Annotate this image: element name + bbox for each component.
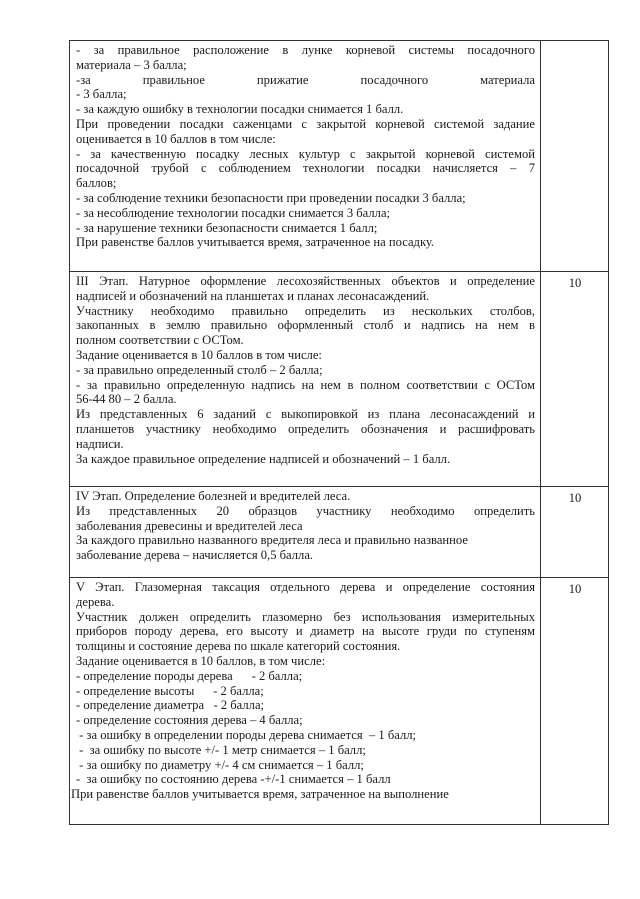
criteria-cell bbox=[70, 272, 541, 487]
score-cell: 10 bbox=[541, 578, 609, 825]
table-row bbox=[70, 272, 609, 487]
criteria-line: - за ошибку по высоте +/- 1 метр снимается – 1 балл; bbox=[76, 742, 366, 757]
criteria-line: - за правильно определенную надпись на нем в полном соответствии с ОСТом bbox=[76, 377, 535, 392]
criteria-line: - за правильно определенный столб – 2 балла; bbox=[76, 362, 323, 377]
criteria-line: приборов породу дерева, его высоту и диаметр на высоте груди по ступеням bbox=[76, 624, 535, 639]
criteria-line: посадочной трубой с соблюдением технологии посадки начисляется – 7 bbox=[76, 161, 535, 176]
criteria-line: - за ошибку по диаметру +/- 4 см снимается – 1 балл; bbox=[76, 757, 364, 772]
criteria-line: - за нарушение техники безопасности снимается 1 балл; bbox=[76, 220, 378, 235]
table-row bbox=[70, 487, 609, 578]
assessment-table bbox=[69, 40, 609, 825]
stage-heading: V Этап. Глазомерная таксация отдельного дерева и определение состояния bbox=[76, 580, 535, 594]
criteria-line: При проведении посадки саженцами с закрытой корневой системой задание bbox=[76, 116, 535, 131]
criteria-line: - определение высоты - 2 балла; bbox=[76, 683, 264, 698]
criteria-line: материала – 3 балла; bbox=[76, 57, 187, 72]
criteria-cell bbox=[70, 41, 541, 272]
criteria-line: заболевания древесины и вредителей леса bbox=[76, 518, 303, 533]
criteria-line: 56-44 80 – 2 балла. bbox=[76, 392, 177, 407]
criteria-line: - 3 балла; bbox=[76, 87, 127, 102]
criteria-line: Задание оценивается в 10 баллов, в том числе: bbox=[76, 653, 326, 668]
criteria-line: При равенстве баллов учитывается время, затраченное на посадку. bbox=[76, 235, 435, 250]
table-row bbox=[70, 578, 609, 825]
criteria-line: - за ошибку по состоянию дерева -+/-1 снимается – 1 балл bbox=[76, 772, 391, 787]
criteria-line: - за ошибку в определении породы дерева снимается – 1 балл; bbox=[76, 727, 417, 742]
criteria-line: дерева. bbox=[76, 594, 115, 609]
criteria-line: Из представленных 20 образцов участнику необходимо определить bbox=[76, 503, 535, 518]
criteria-line: баллов; bbox=[76, 176, 117, 191]
criteria-line: закопанных в землю правильно оформленный столб и надпись на нем в bbox=[76, 318, 535, 333]
criteria-line: оценивается в 10 баллов в том числе: bbox=[76, 131, 276, 146]
score-cell: 10 bbox=[541, 487, 609, 578]
criteria-line: - определение диаметра - 2 балла; bbox=[76, 698, 265, 713]
criteria-line: - за правильное расположение в лунке корневой системы посадочного bbox=[76, 43, 535, 57]
criteria-line: - за несоблюдение технологии посадки снимается 3 балла; bbox=[76, 205, 391, 220]
criteria-line: - определение состояния дерева – 4 балла; bbox=[76, 713, 303, 728]
stage-heading: III Этап. Натурное оформление лесохозяйственных объектов и определение bbox=[76, 274, 535, 288]
table-row bbox=[70, 41, 609, 272]
criteria-line: - за качественную посадку лесных культур с закрытой корневой системой bbox=[76, 146, 535, 161]
score-cell: 10 bbox=[541, 272, 609, 487]
criteria-line: - за соблюдение техники безопасности при проведении посадки 3 балла; bbox=[76, 190, 466, 205]
criteria-line: планшетов участнику необходимо определить обозначения и расшифровать bbox=[76, 421, 535, 436]
criteria-line: заболевание дерева – начисляется 0,5 балла. bbox=[76, 548, 314, 563]
criteria-line: Участнику необходимо правильно определить из нескольких столбов, bbox=[76, 303, 535, 318]
criteria-cell bbox=[70, 578, 541, 825]
criteria-line: За каждого правильно названного вредителя леса и правильно названное bbox=[76, 533, 468, 548]
criteria-line: За каждое правильное определение надписей и обозначений – 1 балл. bbox=[76, 451, 451, 466]
criteria-line: Из представленных 6 заданий с выкопировкой из плана лесонасаждений и bbox=[76, 407, 535, 422]
criteria-line: надписей и обозначений на планшетах и планах лесонасаждений. bbox=[76, 288, 430, 303]
score-cell bbox=[541, 41, 609, 272]
criteria-line: полном соответствии с ОСТом. bbox=[76, 333, 244, 348]
criteria-line: - определение породы дерева - 2 балла; bbox=[76, 668, 303, 683]
criteria-line: При равенстве баллов учитывается время, затраченное на выполнение bbox=[71, 787, 449, 802]
criteria-cell bbox=[70, 487, 541, 578]
criteria-line: -за правильное прижатие посадочного материала bbox=[76, 72, 535, 87]
criteria-line: толщины и состояние дерева по шкале категорий состояния. bbox=[76, 639, 401, 654]
stage-heading: IV Этап. Определение болезней и вредителей леса. bbox=[76, 489, 351, 503]
criteria-line: - за каждую ошибку в технологии посадки снимается 1 балл. bbox=[76, 102, 404, 117]
criteria-line: надписи. bbox=[76, 436, 124, 451]
criteria-line: Участник должен определить глазомерно без использования измерительных bbox=[76, 609, 535, 624]
criteria-line: Задание оценивается в 10 баллов в том числе: bbox=[76, 347, 322, 362]
